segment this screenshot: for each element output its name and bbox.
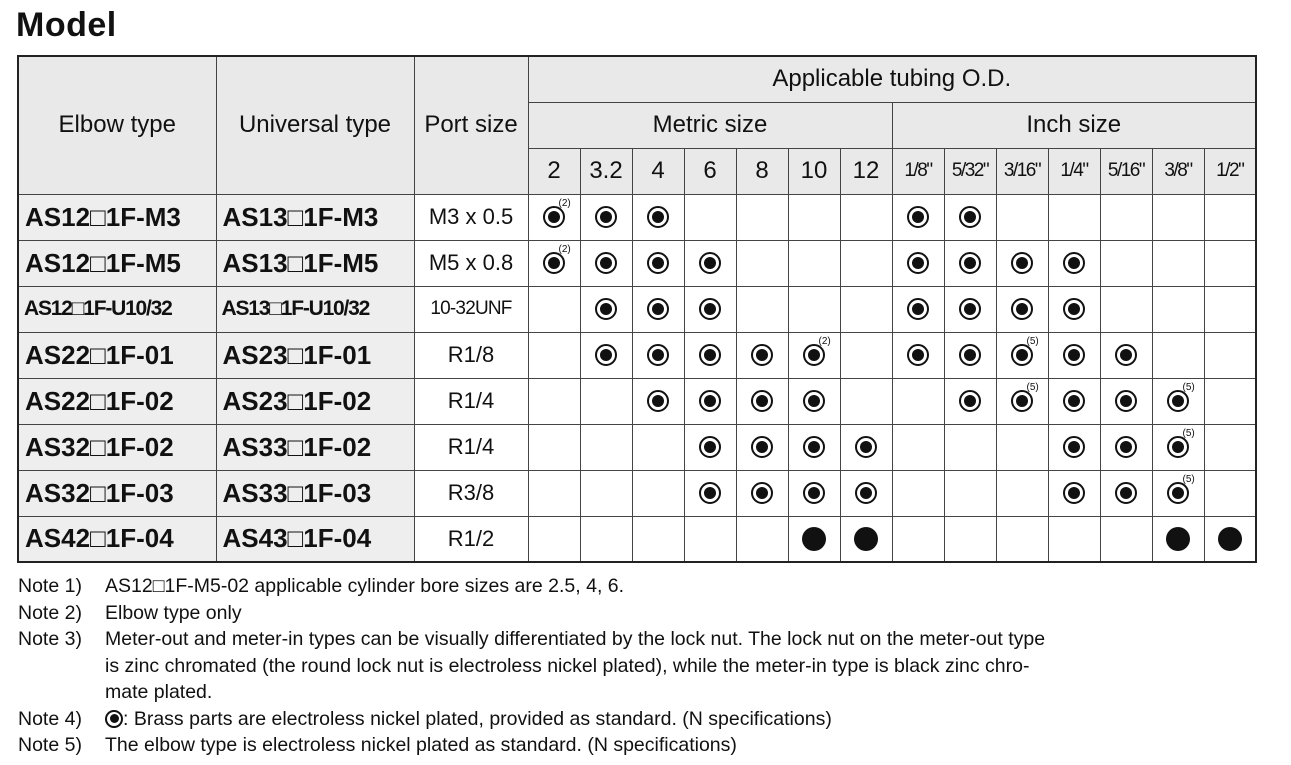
availability-cell	[684, 516, 736, 562]
size-header-metric: 10	[788, 148, 840, 194]
bullseye-icon	[1011, 298, 1033, 320]
bullseye-icon	[803, 436, 825, 458]
bullseye-icon	[699, 252, 721, 274]
universal-type-cell: AS13□1F-M5	[216, 240, 414, 286]
availability-cell	[788, 424, 840, 470]
availability-cell	[1048, 286, 1100, 332]
availability-cell	[996, 378, 1048, 424]
universal-type-cell: AS13□1F-U10/32	[216, 286, 414, 332]
port-size-cell: M5 x 0.8	[414, 240, 528, 286]
availability-cell	[684, 470, 736, 516]
availability-cell	[1204, 378, 1256, 424]
availability-cell	[1048, 424, 1100, 470]
bullseye-icon	[959, 252, 981, 274]
availability-cell	[528, 516, 580, 562]
port-size-cell: 10-32UNF	[414, 286, 528, 332]
bullseye-icon	[803, 482, 825, 504]
availability-cell	[528, 424, 580, 470]
availability-cell	[788, 378, 840, 424]
availability-cell	[1100, 378, 1152, 424]
availability-cell	[788, 240, 840, 286]
note-label: Note 2)	[18, 601, 82, 624]
header-universal-type: Universal type	[216, 56, 414, 194]
availability-cell	[528, 286, 580, 332]
availability-cell	[528, 378, 580, 424]
availability-cell	[632, 240, 684, 286]
note-line: Elbow type only	[105, 601, 242, 624]
note-reference: (5)	[1026, 381, 1039, 393]
bullseye-icon	[751, 390, 773, 412]
availability-cell	[788, 194, 840, 240]
bullseye-icon	[907, 298, 929, 320]
bullseye-icon	[647, 344, 669, 366]
availability-cell	[1204, 194, 1256, 240]
size-header-inch: 5/32"	[944, 148, 996, 194]
availability-cell	[580, 240, 632, 286]
bullseye-icon	[1115, 344, 1137, 366]
bullseye-icon	[1115, 436, 1137, 458]
bullseye-icon	[803, 390, 825, 412]
filled-circle-icon	[1218, 527, 1242, 551]
availability-cell	[684, 286, 736, 332]
bullseye-icon	[855, 436, 877, 458]
elbow-type-cell: AS12□1F-M3	[18, 194, 216, 240]
filled-circle-icon	[854, 527, 878, 551]
note-line: AS12□1F-M5-02 applicable cylinder bore sizes are 2.5, 4, 6.	[105, 575, 625, 597]
note-item	[18, 600, 1278, 627]
availability-cell	[788, 470, 840, 516]
availability-cell	[892, 470, 944, 516]
bullseye-icon	[907, 206, 929, 228]
bullseye-icon	[699, 390, 721, 412]
bullseye-icon	[105, 710, 123, 728]
size-header-metric: 2	[528, 148, 580, 194]
availability-cell	[840, 424, 892, 470]
bullseye-icon	[1115, 390, 1137, 412]
bullseye-icon	[647, 206, 669, 228]
availability-cell	[788, 286, 840, 332]
size-header-inch: 3/16"	[996, 148, 1048, 194]
size-header-inch: 1/2"	[1204, 148, 1256, 194]
availability-cell	[632, 470, 684, 516]
availability-cell	[736, 286, 788, 332]
size-header-metric: 12	[840, 148, 892, 194]
header-metric-size: Metric size	[528, 102, 892, 148]
universal-type-cell: AS43□1F-04	[216, 516, 414, 562]
note-text	[105, 706, 1278, 733]
note-text	[105, 600, 1278, 627]
port-size-cell: R1/8	[414, 332, 528, 378]
filled-circle-icon	[1166, 527, 1190, 551]
bullseye-icon	[1063, 482, 1085, 504]
bullseye-icon	[803, 344, 825, 366]
port-size-cell: R1/4	[414, 378, 528, 424]
availability-cell	[996, 286, 1048, 332]
table-row	[18, 470, 1256, 516]
bullseye-icon	[1063, 344, 1085, 366]
availability-cell	[580, 194, 632, 240]
size-header-inch: 1/4"	[1048, 148, 1100, 194]
availability-cell	[840, 516, 892, 562]
elbow-type-cell: AS12□1F-U10/32	[18, 286, 216, 332]
bullseye-icon	[751, 482, 773, 504]
note-label: Note 3)	[18, 628, 82, 650]
availability-cell	[892, 240, 944, 286]
bullseye-icon	[751, 344, 773, 366]
availability-cell	[528, 240, 580, 286]
bullseye-icon	[855, 482, 877, 504]
note-reference: (2)	[558, 197, 571, 209]
availability-cell	[736, 194, 788, 240]
availability-cell	[944, 378, 996, 424]
availability-cell	[684, 240, 736, 286]
availability-cell	[1152, 378, 1204, 424]
availability-cell	[632, 378, 684, 424]
bullseye-icon	[595, 252, 617, 274]
table-row	[18, 516, 1256, 562]
note-reference: (2)	[818, 335, 831, 347]
availability-cell	[1152, 516, 1204, 562]
note-label: Note 1)	[18, 575, 82, 597]
availability-cell	[788, 516, 840, 562]
bullseye-icon	[751, 436, 773, 458]
availability-cell	[684, 424, 736, 470]
availability-cell	[996, 470, 1048, 516]
availability-cell	[788, 332, 840, 378]
bullseye-icon	[1063, 436, 1085, 458]
availability-cell	[1100, 516, 1152, 562]
table-row	[18, 424, 1256, 470]
availability-cell	[632, 516, 684, 562]
note-text	[105, 573, 1278, 600]
bullseye-icon	[647, 252, 669, 274]
port-size-cell: R3/8	[414, 470, 528, 516]
availability-cell	[944, 424, 996, 470]
availability-cell	[1204, 286, 1256, 332]
bullseye-icon	[699, 436, 721, 458]
bullseye-icon	[1167, 482, 1189, 504]
availability-cell	[1152, 240, 1204, 286]
bullseye-icon	[699, 344, 721, 366]
availability-cell	[1100, 240, 1152, 286]
bullseye-icon	[1167, 390, 1189, 412]
size-header-inch: 5/16"	[1100, 148, 1152, 194]
availability-cell	[1100, 424, 1152, 470]
bullseye-icon	[1063, 390, 1085, 412]
availability-cell	[580, 516, 632, 562]
elbow-type-cell: AS42□1F-04	[18, 516, 216, 562]
availability-cell	[892, 332, 944, 378]
availability-cell	[1152, 194, 1204, 240]
note-line: The elbow type is electroless nickel plated as standard. (N specifications)	[105, 734, 737, 756]
note-reference: (2)	[558, 243, 571, 255]
availability-cell	[1048, 378, 1100, 424]
availability-cell	[736, 470, 788, 516]
universal-type-cell: AS23□1F-01	[216, 332, 414, 378]
table-row	[18, 378, 1256, 424]
availability-cell	[996, 194, 1048, 240]
bullseye-icon	[907, 252, 929, 274]
header-port-size: Port size	[414, 56, 528, 194]
table-row	[18, 194, 1256, 240]
availability-cell	[1204, 240, 1256, 286]
availability-cell	[1204, 424, 1256, 470]
note-line: Meter-out and meter-in types can be visually differentiated by the lock nut. The lock nut on the meter-out type	[105, 628, 1046, 650]
universal-type-cell: AS13□1F-M3	[216, 194, 414, 240]
availability-cell	[1048, 470, 1100, 516]
bullseye-icon	[699, 482, 721, 504]
note-reference: (5)	[1026, 335, 1039, 347]
availability-cell	[944, 516, 996, 562]
availability-cell	[944, 240, 996, 286]
availability-cell	[892, 194, 944, 240]
availability-cell	[736, 516, 788, 562]
availability-cell	[684, 378, 736, 424]
availability-cell	[580, 470, 632, 516]
availability-cell	[840, 240, 892, 286]
availability-cell	[1100, 286, 1152, 332]
header-inch-size: Inch size	[892, 102, 1256, 148]
availability-cell	[736, 332, 788, 378]
size-header-metric: 8	[736, 148, 788, 194]
availability-cell	[1100, 470, 1152, 516]
bullseye-icon	[543, 206, 565, 228]
availability-cell	[1204, 470, 1256, 516]
availability-cell	[840, 194, 892, 240]
availability-cell	[528, 332, 580, 378]
bullseye-icon	[647, 298, 669, 320]
availability-cell	[1048, 516, 1100, 562]
elbow-type-cell: AS12□1F-M5	[18, 240, 216, 286]
availability-cell	[736, 378, 788, 424]
availability-cell	[1204, 516, 1256, 562]
size-header-inch: 1/8"	[892, 148, 944, 194]
universal-type-cell: AS33□1F-02	[216, 424, 414, 470]
elbow-type-cell: AS22□1F-02	[18, 378, 216, 424]
page-title: Model	[16, 6, 117, 44]
table-row	[18, 286, 1256, 332]
size-header-metric: 6	[684, 148, 736, 194]
availability-cell	[1048, 240, 1100, 286]
bullseye-icon	[1011, 252, 1033, 274]
port-size-cell: M3 x 0.5	[414, 194, 528, 240]
availability-cell	[580, 332, 632, 378]
availability-cell	[684, 332, 736, 378]
table-row	[18, 240, 1256, 286]
availability-cell	[1152, 424, 1204, 470]
note-text	[105, 626, 1278, 706]
bullseye-icon	[959, 206, 981, 228]
availability-cell	[892, 286, 944, 332]
bullseye-icon	[647, 390, 669, 412]
note-item	[18, 706, 1278, 733]
availability-cell	[580, 286, 632, 332]
availability-cell	[632, 286, 684, 332]
universal-type-cell: AS23□1F-02	[216, 378, 414, 424]
note-label: Note 4)	[18, 707, 82, 730]
note-text	[105, 732, 1278, 759]
availability-cell	[1100, 332, 1152, 378]
bullseye-icon	[907, 344, 929, 366]
size-header-inch: 3/8"	[1152, 148, 1204, 194]
note-reference: (5)	[1182, 473, 1195, 485]
bullseye-icon	[1167, 436, 1189, 458]
availability-cell	[1152, 286, 1204, 332]
availability-cell	[840, 470, 892, 516]
bullseye-icon	[959, 390, 981, 412]
bullseye-icon	[595, 206, 617, 228]
note-label: Note 5)	[18, 734, 82, 756]
elbow-type-cell: AS22□1F-01	[18, 332, 216, 378]
availability-cell	[632, 332, 684, 378]
elbow-type-cell: AS32□1F-02	[18, 424, 216, 470]
note-reference: (5)	[1182, 427, 1195, 439]
table-row	[18, 332, 1256, 378]
bullseye-icon	[699, 298, 721, 320]
note-line: : Brass parts are electroless nickel plated, provided as standard. (N specifications)	[123, 707, 832, 730]
size-header-metric: 3.2	[580, 148, 632, 194]
availability-cell	[1152, 470, 1204, 516]
port-size-cell: R1/2	[414, 516, 528, 562]
bullseye-icon	[595, 344, 617, 366]
availability-cell	[892, 516, 944, 562]
notes-section	[18, 573, 1278, 759]
availability-cell	[944, 194, 996, 240]
note-item	[18, 626, 1278, 706]
availability-cell	[1152, 332, 1204, 378]
note-item	[18, 732, 1278, 759]
availability-cell	[944, 332, 996, 378]
availability-cell	[528, 194, 580, 240]
bullseye-icon	[1011, 390, 1033, 412]
bullseye-icon	[1011, 344, 1033, 366]
filled-circle-icon	[802, 527, 826, 551]
size-header-metric: 4	[632, 148, 684, 194]
note-reference: (5)	[1182, 381, 1195, 393]
availability-cell	[528, 470, 580, 516]
availability-cell	[892, 378, 944, 424]
availability-cell	[996, 516, 1048, 562]
header-elbow-type: Elbow type	[18, 56, 216, 194]
bullseye-icon	[959, 298, 981, 320]
availability-cell	[892, 424, 944, 470]
model-table	[17, 55, 1257, 563]
availability-cell	[996, 424, 1048, 470]
note-line: mate plated.	[105, 681, 213, 703]
availability-cell	[1204, 332, 1256, 378]
availability-cell	[996, 332, 1048, 378]
bullseye-icon	[1063, 252, 1085, 274]
availability-cell	[580, 378, 632, 424]
port-size-cell: R1/4	[414, 424, 528, 470]
elbow-type-cell: AS32□1F-03	[18, 470, 216, 516]
bullseye-icon	[543, 252, 565, 274]
bullseye-icon	[1063, 298, 1085, 320]
availability-cell	[944, 286, 996, 332]
availability-cell	[944, 470, 996, 516]
bullseye-icon	[1115, 482, 1137, 504]
bullseye-icon	[959, 344, 981, 366]
availability-cell	[1048, 194, 1100, 240]
bullseye-icon	[595, 298, 617, 320]
note-item	[18, 573, 1278, 600]
note-line: is zinc chromated (the round lock nut is electroless nickel plated), while the meter-in type is black zinc chro-	[105, 654, 1030, 677]
availability-cell	[840, 378, 892, 424]
availability-cell	[632, 424, 684, 470]
availability-cell	[736, 240, 788, 286]
availability-cell	[684, 194, 736, 240]
universal-type-cell: AS33□1F-03	[216, 470, 414, 516]
header-applicable-tubing: Applicable tubing O.D.	[528, 56, 1256, 102]
availability-cell	[1100, 194, 1152, 240]
availability-cell	[996, 240, 1048, 286]
availability-cell	[632, 194, 684, 240]
availability-cell	[736, 424, 788, 470]
availability-cell	[1048, 332, 1100, 378]
availability-cell	[580, 424, 632, 470]
availability-cell	[840, 332, 892, 378]
availability-cell	[840, 286, 892, 332]
